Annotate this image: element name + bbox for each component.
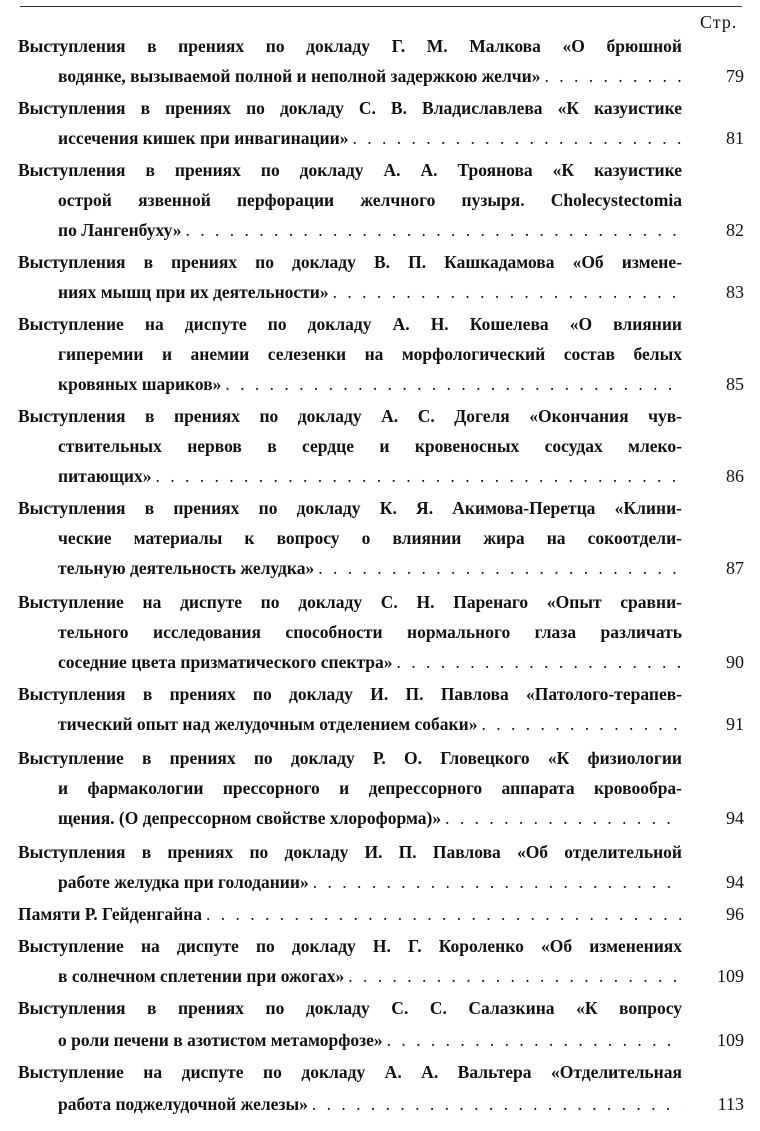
entry-page-number: 82 [726, 220, 744, 240]
entry-title-line [18, 404, 682, 428]
entry-title-line [18, 746, 682, 770]
entry-text: ческие материалы к вопросу о влиянии жира на сокоотдели- [58, 528, 682, 548]
entry-continuation-line [58, 126, 682, 150]
entry-continuation-line [58, 188, 682, 212]
entry-text: по Лангенбуху» [58, 220, 186, 240]
entry-page-number: 96 [726, 904, 744, 924]
entry-continuation-line [58, 620, 682, 644]
entry-text: Выступления в прениях по докладу С. В. Владиславлева «К казуистике [18, 98, 682, 118]
entry-title-line [18, 34, 682, 58]
entry-text: Выступление на диспуте по докладу Н. Г. Короленко «Об изменениях [18, 936, 682, 956]
entry-text: Выступление в прениях по докладу Р. О. Гловецкого «К физиологии [18, 748, 682, 768]
entry-page-number: 90 [726, 652, 744, 672]
entry-continuation-line [58, 280, 682, 304]
entry-title-line [18, 840, 682, 864]
entry-text: и фармакологии прессорного и депрессорного аппарата кровообра- [58, 778, 682, 798]
entry-text: Выступления в прениях по докладу В. П. Кашкадамова «Об измене- [18, 252, 682, 272]
entry-page-number: 94 [726, 808, 744, 828]
entry-title-line [18, 1060, 682, 1084]
entry-page-number: 86 [726, 466, 744, 486]
top-rule [20, 6, 742, 7]
entry-continuation-line [58, 870, 682, 894]
entry-text: щения. (О депрессорном свойстве хлороформа)» [58, 808, 445, 828]
page-column-header: Стр. [700, 12, 738, 32]
entry-title-line [18, 996, 682, 1020]
entry-title-line [18, 96, 682, 120]
entry-text: Выступления в прениях по докладу И. П. Павлова «Об отделительной [18, 842, 682, 862]
entry-continuation-line [58, 806, 682, 830]
entry-page-number: 109 [717, 966, 744, 986]
entry-continuation-line [58, 1028, 682, 1052]
entry-text: соседние цвета призматического спектра» [58, 652, 397, 672]
entry-page-number: 113 [717, 1094, 744, 1114]
entry-title-line [18, 496, 682, 520]
entry-text: Выступления в прениях по докладу Г. М. Малкова «О брюшной [18, 36, 682, 56]
entry-text: Выступления в прениях по докладу А. А. Троянова «К казуистике [18, 160, 682, 180]
entry-continuation-line [58, 964, 682, 988]
entry-page-number: 83 [726, 282, 744, 302]
entry-text: острой язвенной перфорации желчного пузыря. Cholecystectomia [58, 190, 682, 210]
entry-title-line [18, 590, 682, 614]
entry-text: тический опыт над желудочным отделением собаки» [58, 714, 481, 734]
entry-continuation-line [58, 526, 682, 550]
entry-text: кровяных шариков» [58, 374, 225, 394]
entry-text: тельную деятельность желудка» [58, 558, 318, 578]
entry-text: работа поджелудочной железы» [58, 1094, 312, 1114]
entry-text: тельного исследования способности нормального глаза различать [58, 622, 682, 642]
entry-title-line [18, 682, 682, 706]
entry-text: Памяти Р. Гейденгайна [18, 904, 206, 924]
entry-text: Выступления в прениях по докладу К. Я. Акимова-Перетца «Клини- [18, 498, 682, 518]
entry-title-line [18, 158, 682, 182]
entry-text: Выступления в прениях по докладу И. П. Павлова «Патолого-терапев- [18, 684, 682, 704]
entry-title-line [18, 312, 682, 336]
entry-text: ствительных нервов в сердце и кровеносных сосудах млеко- [58, 436, 682, 456]
entry-text: Выступления в прениях по докладу А. С. Догеля «Окончания чув- [18, 406, 682, 426]
entry-text: Выступление на диспуте по докладу А. Н. Кошелева «О влиянии [18, 314, 682, 334]
entry-text: ниях мышц при их деятельности» [58, 282, 333, 302]
entry-text: Выступление на диспуте по докладу С. Н. Паренаго «Опыт сравни- [18, 592, 682, 612]
entry-text: водянке, вызываемой полной и неполной задержкою желчи» [58, 66, 544, 86]
entry-title-line [18, 250, 682, 274]
entry-text: иссечения кишек при инвагинации» [58, 128, 352, 148]
entry-title-line [18, 902, 682, 926]
entry-continuation-line [58, 1092, 682, 1116]
entry-text: о роли печени в азотистом метаморфозе» [58, 1030, 387, 1050]
entry-text: работе желудка при голодании» [58, 872, 313, 892]
entry-page-number: 85 [726, 374, 744, 394]
entry-continuation-line [58, 342, 682, 366]
entry-page-number: 87 [726, 558, 744, 578]
entry-page-number: 81 [726, 128, 744, 148]
entry-continuation-line [58, 372, 682, 396]
entry-title-line [18, 934, 682, 958]
entry-continuation-line [58, 218, 682, 242]
entry-text: питающих» [58, 466, 155, 486]
entry-text: Выступления в прениях по докладу С. С. Салазкина «К вопросу [18, 998, 682, 1018]
entry-page-number: 109 [717, 1030, 744, 1050]
entry-continuation-line [58, 464, 682, 488]
entry-page-number: 94 [726, 872, 744, 892]
entry-continuation-line [58, 776, 682, 800]
entry-continuation-line [58, 650, 682, 674]
entry-page-number: 79 [726, 66, 744, 86]
entry-continuation-line [58, 64, 682, 88]
entry-continuation-line [58, 556, 682, 580]
entry-continuation-line [58, 434, 682, 458]
entry-text: гиперемии и анемии селезенки на морфологический состав белых [58, 344, 682, 364]
entry-continuation-line [58, 712, 682, 736]
entry-page-number: 91 [726, 714, 744, 734]
entry-text: в солнечном сплетении при ожогах» [58, 966, 348, 986]
entry-text: Выступление на диспуте по докладу А. А. Вальтера «Отделительная [18, 1062, 682, 1082]
